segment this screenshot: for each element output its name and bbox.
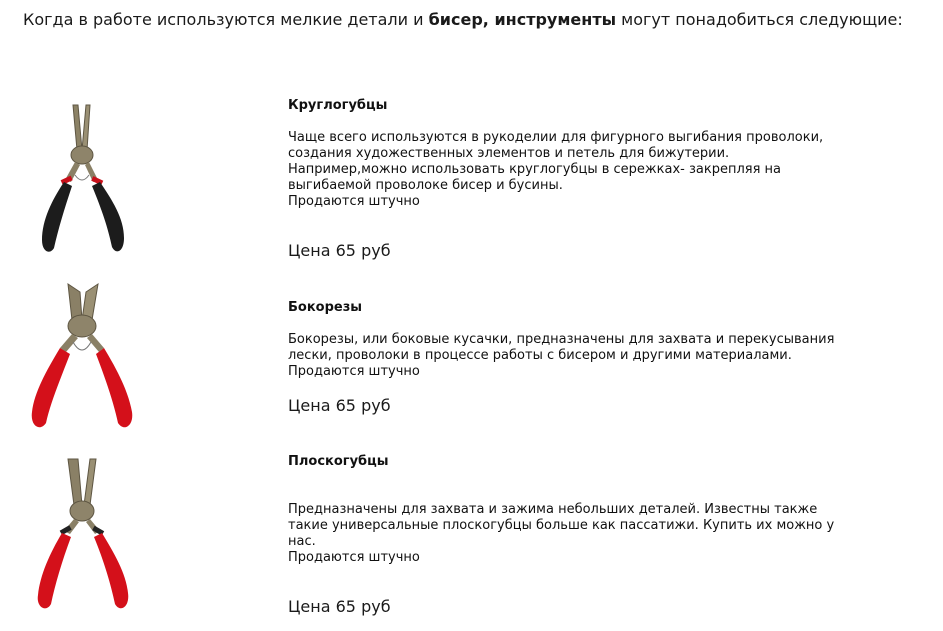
product-sold-note: Продаются штучно [288,550,420,565]
product-sold-note: Продаются штучно [288,364,420,379]
product-price: Цена 65 руб [288,241,391,260]
intro-text-before: Когда в работе используются мелкие детали и [23,10,429,29]
intro-text [23,10,903,29]
round-nose-pliers-icon [20,100,140,260]
product-description: Чаще всего используются в рукоделии для фигурного выгибания проволоки, создания художественных элементов и петель для бижутерии. Например,можно использовать круглогубцы в сережках- закрепляя на выгибаемой проволоке бисер и бусины. [288,130,824,193]
product-title: Плоскогубцы [288,454,389,469]
product-info-side-cutters [288,300,848,380]
flat-nose-pliers-icon [20,455,140,615]
side-cutters-icon [20,280,140,435]
product-description: Бокорезы, или боковые кусачки, предназначены для захвата и перекусывания лески, проволоки в процессе работы с бисером и другими материалами. [288,332,835,363]
intro-text-after: могут понадобиться следующие: [616,10,903,29]
product-image-flat-nose-pliers [20,455,140,615]
product-info-flat-nose-pliers [288,454,848,566]
product-image-round-nose-pliers [20,100,140,260]
product-title: Круглогубцы [288,98,388,113]
product-image-side-cutters [20,280,140,435]
product-price: Цена 65 руб [288,597,391,616]
product-sold-note: Продаются штучно [288,194,420,209]
product-info-round-nose-pliers [288,98,848,210]
intro-bold: бисер, инструменты [428,10,617,29]
product-title: Бокорезы [288,300,363,315]
product-price: Цена 65 руб [288,396,391,415]
product-description: Предназначены для захвата и зажима небольших деталей. Известны также такие универсальные плоскогубцы больше как пассатижи. Купить их можно у нас. [288,502,835,549]
